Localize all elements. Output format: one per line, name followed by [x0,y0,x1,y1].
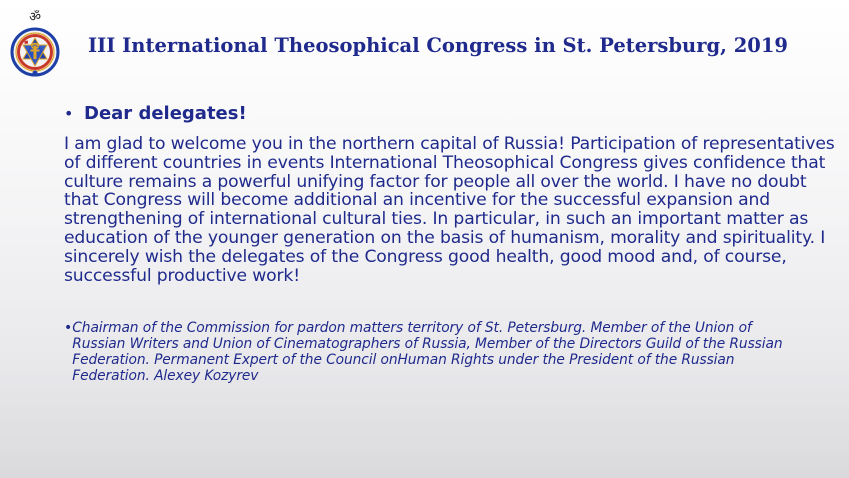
bullet-icon: • [64,104,74,123]
om-symbol: ॐ [29,10,41,25]
greeting-heading-text: Dear delegates! [84,103,247,124]
bullet-icon: • [64,320,73,336]
signature-text: Chairman of the Commission for pardon matters territory of St. Petersburg. Member of the Union of Russian Writers and Union of Cinematographers of Russia, Member of the Directors Guild of the Russian Federation. Permanent Expert of the Council onHuman Rights under the President of the Russian Federation. Alexey Kozyrev [72,320,783,384]
greeting-heading [64,103,247,124]
slide-title: III International Theosophical Congress in St. Petersburg, 2019 [88,34,788,57]
welcome-message: I am glad to welcome you in the northern capital of Russia! Participation of representatives of different countries in events International Theosophical Congress gives confidence that culture remains a powerful unifying factor for people all over the world. I have no doubt that Congress will become additional an incentive for the successful expansion and strengthening of international cultural ties. In particular, in such an important matter as education of the younger generation on the basis of humanism, morality and spirituality. I sincerely wish the delegates of the Congress good health, good mood and, of course, successful productive work! [64,134,835,286]
signature-block [64,320,784,384]
theosophical-society-seal-icon [6,8,64,78]
